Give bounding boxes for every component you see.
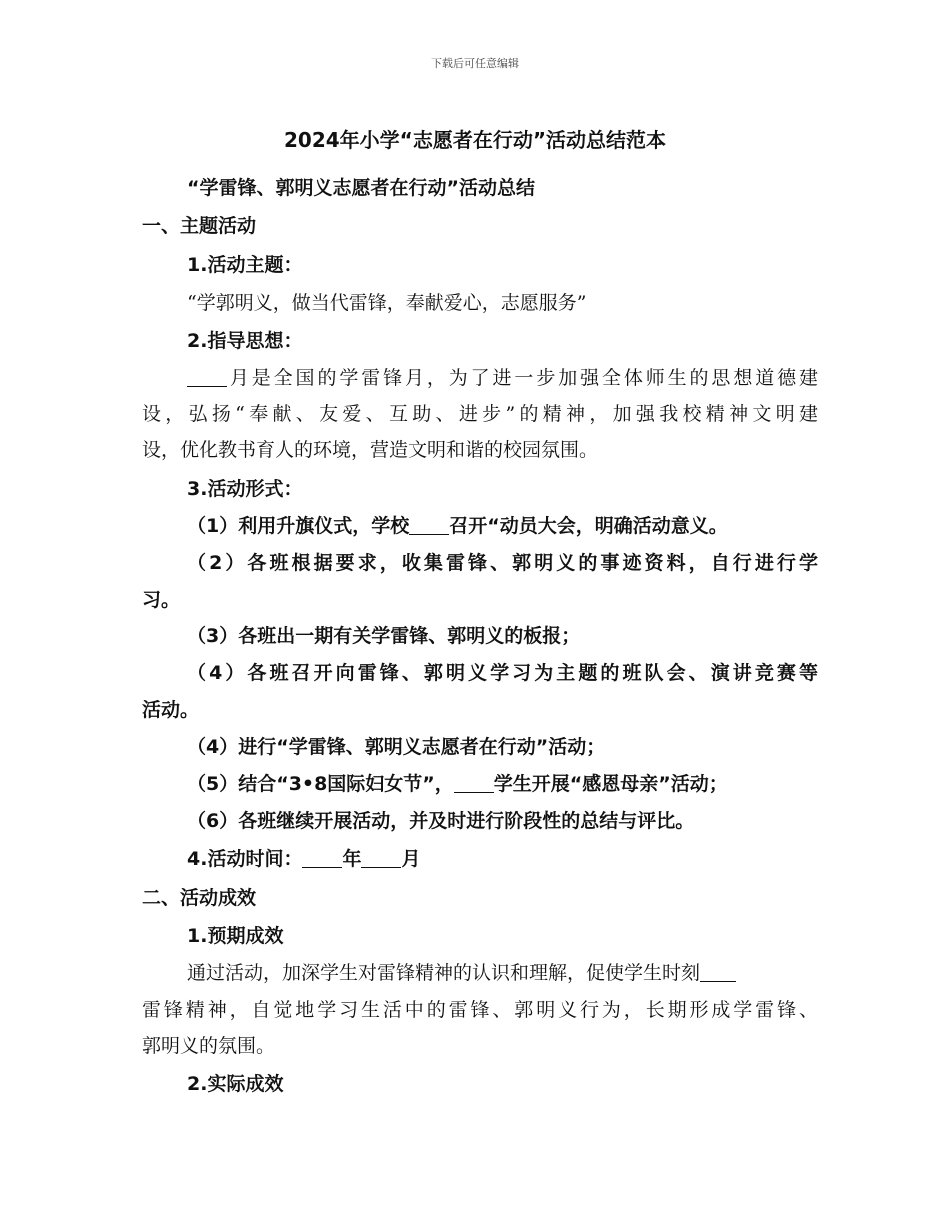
- blank-underline: [187, 367, 227, 387]
- blank-underline: [302, 848, 342, 868]
- month-label: 月: [401, 848, 421, 870]
- section-2-1-heading: 1.预期成效: [187, 925, 284, 947]
- section-1-2-heading: 2.指导思想：: [187, 330, 303, 352]
- form-item-3: （3）各班出一期有关学雷锋、郭明义的板报；: [187, 625, 581, 647]
- expected-line-3: 郭明义的氛围。: [142, 1035, 276, 1057]
- guide-text-1: 月是全国的学雷锋月，为了进一步加强全体师生的思想道德建: [227, 367, 818, 389]
- expected-line-2: 雷锋精神，自觉地学习生活中的雷锋、郭明义行为，长期形成学雷锋、: [142, 999, 818, 1021]
- form-item-1: [187, 511, 863, 538]
- form-item-6-a: （5）结合“3•8国际妇女节”，: [187, 773, 454, 795]
- section-1-3-heading: 3.活动形式：: [187, 478, 303, 500]
- theme-text: “学郭明义，做当代雷锋，奉献爱心，志愿服务”: [187, 292, 587, 314]
- form-item-6-b: 学生开展“感恩母亲”活动；: [493, 773, 728, 795]
- year-label: 年: [342, 848, 362, 870]
- blank-underline: [361, 848, 401, 868]
- subtitle: “学雷锋、郭明义志愿者在行动”活动总结: [187, 177, 535, 199]
- form-item-1-b: 召开“动员大会，明确活动意义。: [449, 515, 728, 537]
- page-header: 下载后可任意编辑: [431, 57, 519, 70]
- blank-underline: [409, 515, 449, 535]
- form-item-4-line-2: 活动。: [142, 699, 200, 721]
- activity-time-label: 4.活动时间：: [187, 848, 303, 870]
- section-2-2-heading: 2.实际成效: [187, 1073, 284, 1095]
- expected-line-1: [187, 958, 863, 985]
- section-1-heading: 一、主题活动: [142, 215, 257, 237]
- expected-text-1: 通过活动，加深学生对雷锋精神的认识和理解，促使学生时刻: [187, 962, 701, 984]
- section-2-heading: 二、活动成效: [142, 887, 257, 909]
- form-item-2-line-1: （2）各班根据要求，收集雷锋、郭明义的事迹资料，自行进行学: [187, 552, 818, 574]
- guide-line-3: 设，优化教书育人的环境，营造文明和谐的校园氛围。: [142, 439, 599, 461]
- guide-line-2: 设，弘扬“奉献、友爱、互助、进步”的精神，加强我校精神文明建: [142, 403, 818, 425]
- document-title: 2024年小学“志愿者在行动”活动总结范本: [284, 128, 666, 152]
- form-item-5: （4）进行“学雷锋、郭明义志愿者在行动”活动；: [187, 736, 606, 758]
- form-item-1-a: （1）利用升旗仪式，学校: [187, 515, 410, 537]
- section-1-4-heading: [187, 844, 863, 871]
- guide-line-1: [187, 363, 818, 390]
- form-item-2-line-2: 习。: [142, 589, 181, 611]
- blank-underline: [454, 773, 494, 793]
- blank-underline: [700, 962, 736, 982]
- form-item-7: （6）各班继续开展活动，并及时进行阶段性的总结与评比。: [187, 810, 695, 832]
- form-item-4-line-1: （4）各班召开向雷锋、郭明义学习为主题的班队会、演讲竞赛等: [187, 662, 818, 684]
- form-item-6: [187, 769, 863, 796]
- section-1-1-heading: 1.活动主题：: [187, 254, 303, 276]
